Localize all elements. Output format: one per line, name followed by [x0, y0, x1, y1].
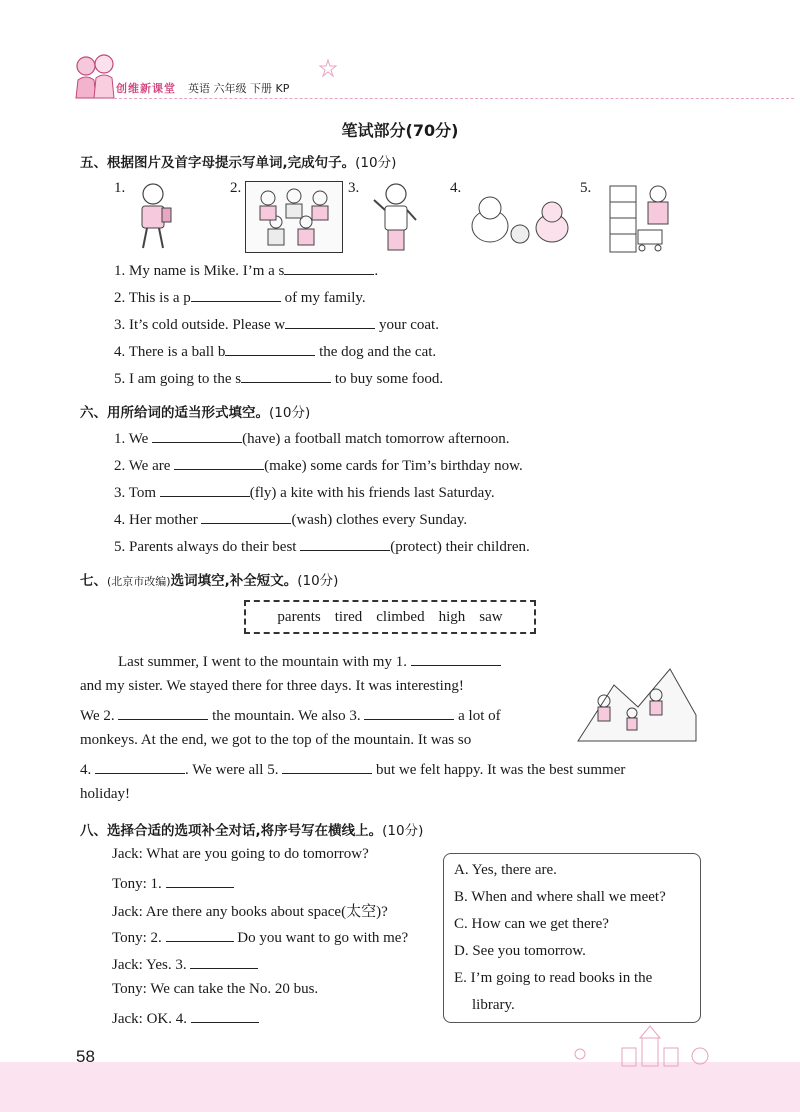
passage-line-1: Last summer, I went to the mountain with my 1. — [118, 651, 501, 671]
answer-blank[interactable] — [285, 314, 375, 329]
footer-band — [0, 1062, 800, 1112]
dialog-line: Jack: OK. 4. — [112, 1008, 259, 1028]
answer-blank[interactable] — [166, 873, 234, 888]
pic-number: 5. — [580, 180, 592, 196]
answer-blank[interactable] — [300, 536, 390, 551]
answer-blank[interactable] — [282, 759, 372, 774]
answer-blank[interactable] — [411, 651, 501, 666]
answer-blank[interactable] — [160, 482, 250, 497]
castle-decoration-icon — [560, 1024, 730, 1068]
q6-sentence-1: 1. We (have) a football match tomorrow afternoon. — [114, 428, 510, 448]
option-d: D. See you tomorrow. — [454, 943, 586, 959]
word-option: high — [438, 608, 466, 625]
dialog-line: Jack: Are there any books about space(太空)? — [112, 904, 388, 920]
answer-blank[interactable] — [241, 368, 331, 383]
word-option: tired — [334, 608, 363, 625]
option-a: A. Yes, there are. — [454, 862, 557, 878]
section5-heading: 五、根据图片及首字母提示写单词,完成句子。(10分) — [80, 155, 397, 171]
pic-number: 2. — [230, 180, 242, 196]
pic-number: 4. — [450, 180, 462, 196]
option-b: B. When and where shall we meet? — [454, 889, 666, 905]
q5-sentence-5: 5. I am going to the s to buy some food. — [114, 368, 443, 388]
q5-sentence-3: 3. It’s cold outside. Please w your coat. — [114, 314, 439, 334]
passage-line-6: holiday! — [80, 786, 130, 802]
option-e-continued: library. — [472, 997, 515, 1013]
answer-blank[interactable] — [152, 428, 242, 443]
dialog-line: Tony: We can take the No. 20 bus. — [112, 981, 319, 997]
answer-blank[interactable] — [284, 260, 374, 275]
word-option: parents — [277, 608, 321, 625]
q6-sentence-3: 3. Tom (fly) a kite with his friends last Saturday. — [114, 482, 495, 502]
pic-number: 1. — [114, 180, 126, 196]
dog-ball-cat-picture — [462, 190, 580, 248]
answer-blank[interactable] — [225, 341, 315, 356]
answer-blank[interactable] — [191, 1008, 259, 1023]
answer-blank[interactable] — [201, 509, 291, 524]
course-info: 英语 六年级 下册 KP — [188, 82, 290, 95]
option-c: C. How can we get there? — [454, 916, 609, 932]
header-divider — [104, 98, 794, 99]
passage-line-2: and my sister. We stayed there for three days. It was interesting! — [80, 678, 464, 694]
q6-sentence-4: 4. Her mother (wash) clothes every Sunday. — [114, 509, 467, 529]
passage-line-3: We 2. the mountain. We also 3. a lot of — [80, 705, 501, 725]
q5-sentence-2: 2. This is a p of my family. — [114, 287, 366, 307]
section6-heading: 六、用所给词的适当形式填空。(10分) — [80, 405, 311, 421]
word-option: climbed — [376, 608, 425, 625]
section7-heading: 七、(北京市改编)选词填空,补全短文。(10分) — [80, 573, 339, 589]
dialog-line: Jack: What are you going to do tomorrow? — [112, 846, 369, 862]
word-bank — [244, 600, 536, 634]
passage-line-4: monkeys. At the end, we got to the top of the mountain. It was so — [80, 732, 472, 748]
word-option: saw — [479, 608, 503, 625]
q6-sentence-5: 5. Parents always do their best (protect) their children. — [114, 536, 530, 556]
dialog-line: Tony: 1. — [112, 873, 234, 893]
family-photo-picture — [245, 181, 343, 253]
page-title: 笔试部分(70分) — [341, 121, 459, 140]
dialog-line: Jack: Yes. 3. — [112, 954, 258, 974]
child-wearing-coat-picture — [370, 180, 420, 254]
answer-blank[interactable] — [95, 759, 185, 774]
section8-heading: 八、选择合适的选项补全对话,将序号写在横线上。(10分) — [80, 823, 424, 839]
answer-blank[interactable] — [364, 705, 454, 720]
answer-blank[interactable] — [166, 927, 234, 942]
page-header — [0, 0, 800, 110]
q6-sentence-2: 2. We are (make) some cards for Tim’s birthday now. — [114, 455, 523, 475]
answer-blank[interactable] — [174, 455, 264, 470]
answer-blank[interactable] — [118, 705, 208, 720]
mountain-climbing-picture — [574, 655, 698, 745]
boy-student-picture — [128, 180, 178, 252]
answer-blank[interactable] — [190, 954, 258, 969]
passage-line-5: 4. . We were all 5. but we felt happy. It was the best summer — [80, 759, 625, 779]
dialog-line: Tony: 2. Do you want to go with me? — [112, 927, 408, 947]
pic-number: 3. — [348, 180, 360, 196]
q5-sentence-4: 4. There is a ball b the dog and the cat. — [114, 341, 436, 361]
page-number: 58 — [76, 1047, 95, 1066]
q5-sentence-1: 1. My name is Mike. I’m a s . — [114, 260, 378, 280]
star-decoration-icon — [318, 58, 338, 78]
supermarket-picture — [608, 180, 674, 256]
option-e: E. I’m going to read books in the — [454, 970, 653, 986]
brand-name: 创维新课堂 — [116, 82, 176, 95]
answer-blank[interactable] — [191, 287, 281, 302]
